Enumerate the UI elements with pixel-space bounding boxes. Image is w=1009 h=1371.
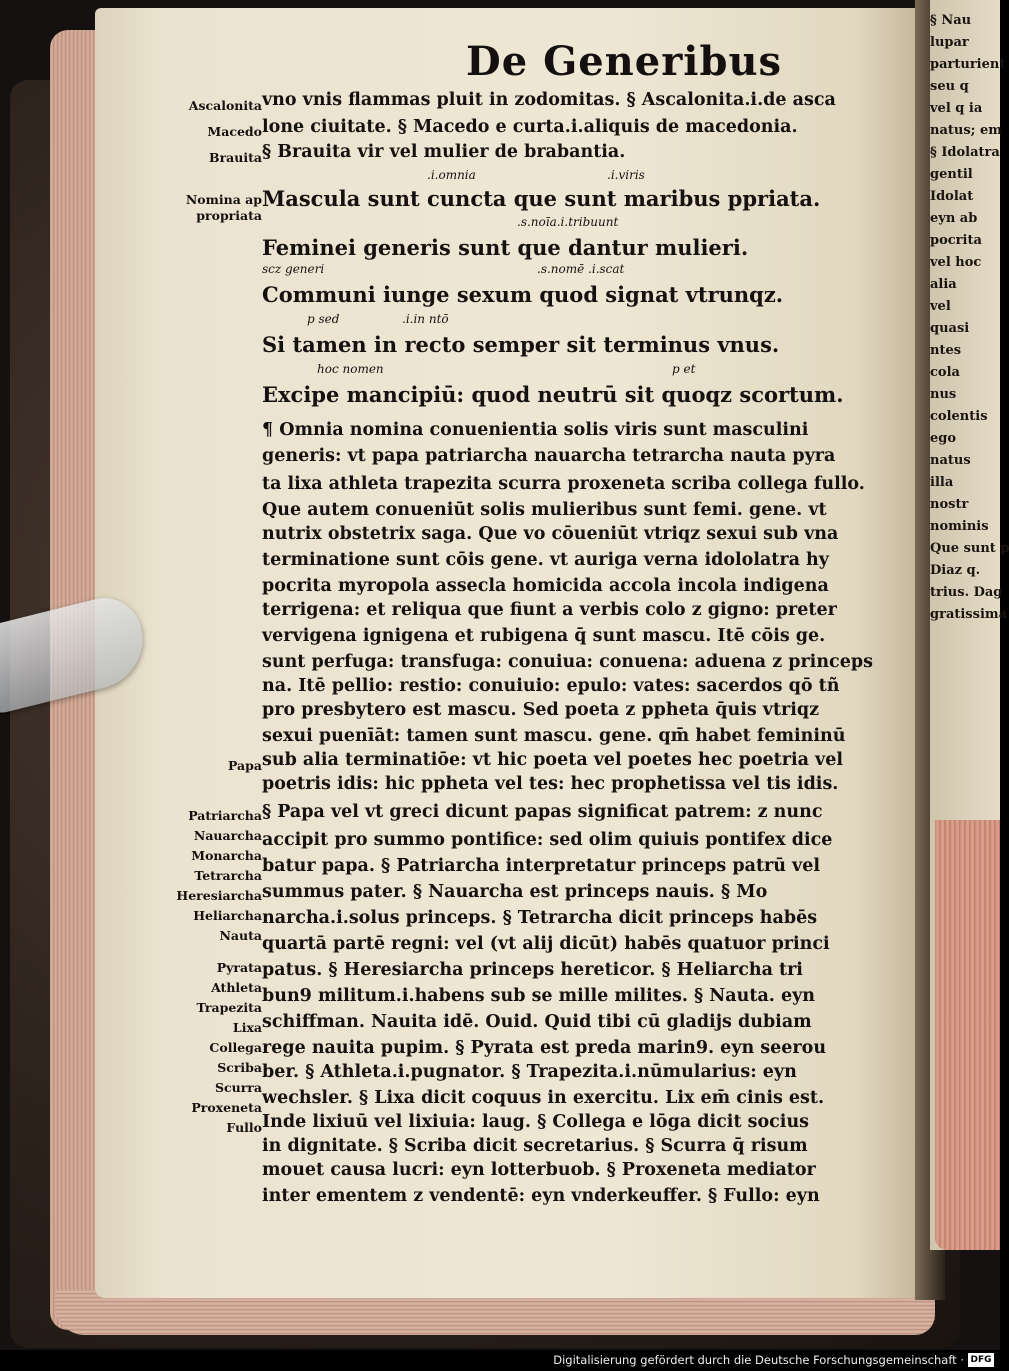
text-line: sexui puenīāt: tamen sunt mascu. gene. qm̄ habet femininū (262, 726, 846, 746)
margin-note: Nauta (219, 928, 262, 943)
text-line: vervigena ignigena et rubigena q̄ sunt mascu. Itē cōis ge. (262, 626, 826, 646)
text-line: pro presbytero est mascu. Sed poeta z ppheta q̄uis vtriqz (262, 700, 820, 720)
facing-page-line: cola (930, 365, 960, 380)
text-line: na. Itē pellio: restio: conuiuio: epulo: vates: sacerdos qō tñ (262, 676, 840, 696)
text-line: § Brauita vir vel mulier de brabantia. (262, 142, 626, 162)
facing-page-text (930, 10, 1009, 626)
facing-page-line: parturient (930, 57, 1006, 72)
facing-page-line: alia (930, 277, 957, 292)
dfg-logo: DFG (968, 1353, 994, 1367)
facing-page-line: vel q ia (930, 101, 983, 116)
interlinear-gloss: .i.in ntō (402, 312, 449, 326)
interlinear-gloss: p sed (307, 312, 340, 326)
text-line: sub alia terminatiōe: vt hic poeta vel poetes hec poetria vel (262, 750, 843, 770)
facing-page-line: Diaz q. (930, 563, 981, 578)
facing-page-line: gentil (930, 167, 973, 182)
margin-note: propriata (196, 208, 262, 223)
text-line: generis: vt papa patriarcha nauarcha tetrarcha nauta pyra (262, 446, 836, 466)
facing-page-line: natus; em (930, 123, 1003, 138)
facing-page-line: pocrita (930, 233, 982, 248)
text-line: terrigena: et reliqua que fiunt a verbis colo z gigno: preter (262, 600, 837, 620)
margin-note: Monarcha (191, 848, 262, 863)
text-line: schiffman. Nauita idē. Ouid. Quid tibi cū gladijs dubiam (262, 1012, 812, 1032)
text-line: lone ciuitate. § Macedo e curta.i.aliquis de macedonia. (262, 117, 798, 137)
text-line: wechsler. § Lixa dicit coquus in exercitu. Lix em̄ cinis est. (262, 1088, 825, 1108)
text-line: ber. § Athleta.i.pugnator. § Trapezita.i.nūmularius: eyn (262, 1062, 797, 1082)
facing-page-line: eyn ab (930, 211, 978, 226)
text-line: terminatione sunt cōis gene. vt auriga verna idololatra hy (262, 550, 829, 570)
interlinear-gloss: .i.omnia (427, 168, 476, 182)
text-line: poetris idis: hic ppheta vel tes: hec prophetissa vel tis idis. (262, 774, 839, 794)
margin-note: Ascalonita (188, 98, 262, 113)
margin-note: Nauarcha (193, 828, 262, 843)
margin-note: Scurra (215, 1080, 262, 1095)
text-line: sunt perfuga: transfuga: conuiua: conuena: aduena z princeps (262, 652, 873, 672)
facing-page-line: trius. Dag (930, 585, 1003, 600)
text-line: Excipe mancipiū: quod neutrū sit quoqz scortum. (262, 382, 844, 407)
facing-page-line: § Idolatra (930, 145, 1000, 160)
text-line: Feminei generis sunt que dantur mulieri. (262, 235, 749, 260)
text-line: narcha.i.solus princeps. § Tetrarcha dicit princeps habēs (262, 908, 818, 928)
interlinear-gloss: p et (672, 362, 696, 376)
facing-page-line: lupar (930, 35, 969, 50)
text-line: Communi iunge sexum quod signat vtrunqz. (262, 282, 784, 307)
facing-page-line: nostr (930, 497, 969, 512)
margin-note: Scriba (217, 1060, 262, 1075)
facing-page-line: seu q (930, 79, 969, 94)
margin-note: Brauita (209, 150, 262, 165)
facing-page-line: illa (930, 475, 954, 490)
text-line: rege nauita pupim. § Pyrata est preda marin9. eyn seerou (262, 1038, 827, 1058)
interlinear-gloss: .i.viris (607, 168, 645, 182)
interlinear-gloss: .s.nomē .i.scat (537, 262, 625, 276)
margin-note: Tetrarcha (194, 868, 262, 883)
facing-page-line: Que sunt p (930, 541, 1009, 556)
facing-page-line: ego (930, 431, 957, 446)
text-line: mouet causa lucri: eyn lotterbuob. § Proxeneta mediator (262, 1160, 816, 1180)
margin-note: Lixa (232, 1020, 262, 1035)
text-line: batur papa. § Patriarcha interpretatur princeps patrū vel (262, 856, 821, 876)
text-line: summus pater. § Nauarcha est princeps nauis. § Mo (262, 882, 768, 902)
facing-page-line: quasi (930, 321, 970, 336)
footer-bar (0, 1350, 1000, 1371)
margin-note: Collega (209, 1040, 262, 1055)
facing-page-line: vel hoc (930, 255, 982, 270)
facing-page-line: § Nau (930, 13, 972, 28)
text-line: § Papa vel vt greci dicunt papas significat patrem: z nunc (262, 802, 823, 822)
facing-page-line: natus (930, 453, 971, 468)
text-line: ¶ Omnia nomina conuenientia solis viris sunt masculini (262, 420, 809, 440)
digitization-credit: Digitalisierung gefördert durch die Deutsche Forschungsgemeinschaft · (553, 1353, 964, 1367)
facing-page-line: vel (930, 299, 951, 314)
running-title: De Generibus (466, 38, 783, 85)
text-line: nutrix obstetrix saga. Que vo cōueniūt vtriqz sexui sub vna (262, 524, 839, 544)
margin-note: Nomina ap (185, 192, 262, 207)
text-line: in dignitate. § Scriba dicit secretarius. § Scurra q̄ risum (262, 1136, 808, 1156)
facing-page-line: nus (930, 387, 957, 402)
interlinear-gloss: hoc nomen (317, 362, 384, 376)
margin-note: Trapezita (196, 1000, 262, 1015)
margin-note: Heliarcha (193, 908, 262, 923)
interlinear-gloss: scz generi (262, 262, 325, 276)
margin-note: Macedo (207, 124, 262, 139)
facing-page-line: gratissima (930, 607, 1008, 622)
text-line: accipit pro summo pontifice: sed olim quiuis pontifex dice (262, 830, 833, 850)
facing-page-edge (935, 820, 1000, 1250)
text-line: patus. § Heresiarcha princeps hereticor. § Heliarcha tri (262, 960, 803, 980)
margin-note: Pyrata (216, 960, 262, 975)
margin-note: Papa (227, 758, 262, 773)
text-line: inter ementem z vendentē: eyn vnderkeuffer. § Fullo: eyn (262, 1186, 820, 1206)
text-line: pocrita myropola assecla homicida accola incola indigena (262, 576, 829, 596)
text-line: Mascula sunt cuncta que sunt maribus ppriata. (262, 186, 821, 211)
margin-note: Proxeneta (191, 1100, 262, 1115)
text-line: Que autem conueniūt solis mulieribus sunt femi. gene. vt (262, 500, 827, 520)
interlinear-gloss: .s.noīa.i.tribuunt (517, 215, 619, 229)
text-line: Si tamen in recto semper sit terminus vnus. (262, 332, 780, 357)
text-line: vno vnis flammas pluit in zodomitas. § Ascalonita.i.de asca (262, 90, 836, 110)
margin-note: Fullo (226, 1120, 262, 1135)
margin-note: Athleta (211, 980, 262, 995)
margin-note: Heresiarcha (176, 888, 262, 903)
text-line: bun9 militum.i.habens sub se mille milites. § Nauta. eyn (262, 986, 815, 1006)
margin-note: Patriarcha (188, 808, 262, 823)
facing-page-line: nominis (930, 519, 989, 534)
text-line: quartā partē regni: vel (vt alij dicūt) habēs quatuor princi (262, 934, 830, 954)
facing-page-line: Idolat (930, 189, 974, 204)
facing-page-line: colentis (930, 409, 988, 424)
facing-page-line: ntes (930, 343, 962, 358)
text-line: ta lixa athleta trapezita scurra proxeneta scriba collega fullo. (262, 474, 865, 494)
text-line: Inde lixiuū vel lixiuia: laug. § Collega e lōga dicit socius (262, 1112, 810, 1132)
